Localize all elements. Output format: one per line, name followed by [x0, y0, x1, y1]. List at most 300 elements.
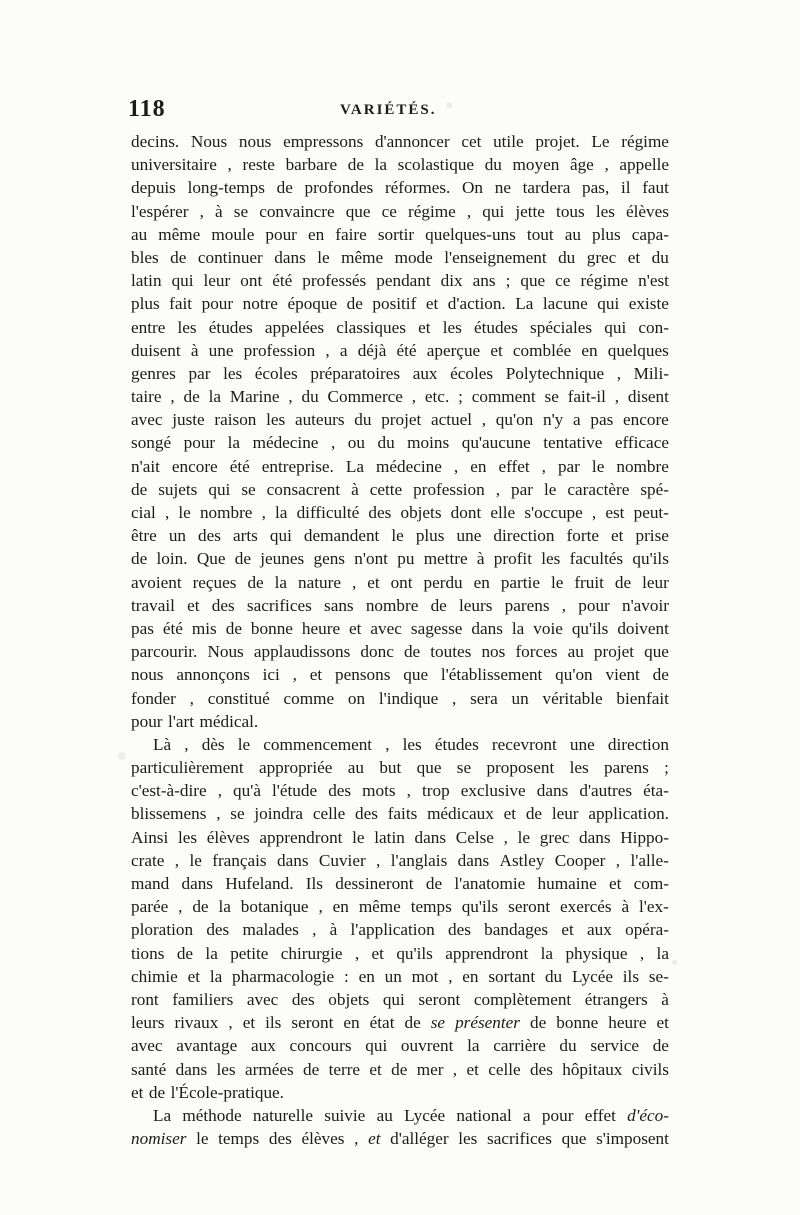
word: qui: [482, 201, 505, 221]
word: du: [484, 155, 502, 175]
word: de: [148, 1082, 166, 1102]
word: en: [470, 456, 487, 476]
word: des: [529, 1059, 553, 1079]
word: dans: [457, 850, 490, 870]
word: parée: [131, 897, 169, 917]
page-number: 118: [128, 96, 166, 122]
word: elle: [490, 503, 516, 522]
word: ,: [495, 479, 501, 499]
word: capa-: [631, 224, 669, 244]
word: à: [661, 989, 669, 1009]
word: l'art: [168, 711, 195, 731]
word: ,: [452, 688, 457, 708]
word: armées: [244, 1059, 294, 1079]
word: en: [332, 897, 349, 917]
word: ;: [458, 387, 463, 407]
word: reste: [242, 155, 275, 175]
word: universitaire: [131, 155, 217, 175]
word: crate: [131, 850, 165, 870]
word: ,: [561, 595, 567, 615]
word: seront: [418, 989, 461, 1009]
word: tentative: [543, 433, 603, 453]
word: en: [462, 966, 479, 986]
text-line: [131, 1034, 669, 1057]
word: dans: [175, 1059, 208, 1079]
word: de: [404, 1013, 421, 1033]
word: préparatoires: [310, 363, 401, 383]
word: d'action.: [447, 294, 506, 314]
word: avantage: [176, 1036, 238, 1056]
word: de: [430, 595, 447, 615]
running-head: [128, 96, 668, 124]
text-line: [131, 617, 669, 640]
word: dans: [414, 827, 447, 847]
word: au: [347, 758, 364, 778]
word: et: [187, 966, 200, 986]
word: les: [177, 827, 198, 847]
word: ,: [216, 804, 221, 824]
word: que: [416, 758, 442, 778]
word: aperçue: [426, 340, 481, 360]
word: opéra-: [625, 920, 669, 940]
word: de: [652, 665, 669, 685]
word: été: [229, 456, 250, 476]
word: spéciales: [530, 317, 593, 337]
text-line: [131, 802, 669, 825]
word: ,: [330, 433, 336, 453]
word: des: [198, 526, 221, 546]
word: s'imposent: [596, 1129, 669, 1149]
text-line: [131, 176, 669, 199]
text-line: [131, 501, 669, 524]
word: de: [403, 642, 421, 662]
word: d'alléger: [390, 1129, 449, 1149]
word: pharmacologie: [232, 966, 335, 986]
word: blissemens: [131, 804, 207, 824]
word: effet: [498, 456, 530, 476]
word: l'anglais: [390, 850, 448, 870]
word: depuis: [131, 178, 176, 198]
word: méthode: [182, 1105, 242, 1125]
word: de: [652, 1036, 669, 1056]
word: consacrent: [266, 479, 341, 499]
word: de: [425, 874, 443, 893]
word: caractère: [567, 479, 630, 499]
word: que: [520, 271, 546, 291]
word: classiques: [336, 317, 406, 337]
word: à: [190, 340, 199, 360]
word: le: [178, 503, 191, 522]
word: fait: [169, 294, 193, 314]
word: à: [329, 920, 338, 940]
word: ,: [453, 456, 459, 476]
word: étrangers: [584, 989, 648, 1009]
word: aux: [412, 363, 438, 383]
word: au: [567, 642, 584, 662]
word: latin: [131, 271, 162, 291]
word: parens: [504, 595, 550, 615]
word: n'y: [542, 410, 564, 430]
word: éta-: [643, 781, 669, 801]
word: qu'on: [495, 410, 534, 430]
word: pendant: [376, 271, 431, 291]
word: en: [581, 340, 598, 360]
word: les: [177, 317, 197, 337]
word: et: [367, 572, 380, 592]
word: en: [307, 224, 325, 244]
word: qu'ils: [396, 943, 433, 963]
word: du: [544, 966, 563, 986]
word: perdu: [423, 572, 463, 592]
word: partie: [500, 572, 540, 592]
word: ,: [385, 734, 390, 754]
word: qu'ils: [571, 618, 609, 638]
word: élèves: [626, 201, 669, 221]
word: disent: [627, 387, 669, 407]
word: aux: [250, 1036, 276, 1056]
text-line: [131, 246, 669, 269]
word: recevront: [491, 734, 557, 754]
word: régime: [621, 132, 669, 151]
word: de: [614, 572, 632, 592]
text-line: [131, 431, 669, 454]
word: tions: [131, 943, 165, 963]
word: pour: [201, 294, 234, 314]
word: ,: [178, 897, 183, 917]
word: ;: [664, 758, 669, 778]
word: qui: [208, 479, 231, 499]
word: qui: [597, 294, 620, 314]
word: avec: [131, 1036, 163, 1056]
word: ,: [228, 1013, 233, 1033]
word: notre: [242, 294, 278, 314]
word: leurs: [131, 1013, 165, 1033]
word: en: [343, 1013, 360, 1033]
word: peut-: [633, 503, 669, 522]
word: facultés: [569, 549, 624, 569]
word: santé: [131, 1059, 167, 1079]
word: les: [266, 410, 286, 430]
word: songé: [131, 433, 172, 453]
word: et: [490, 340, 503, 360]
word: la: [540, 943, 554, 963]
text-line: [131, 269, 669, 292]
word: l'indique: [378, 688, 439, 708]
text-line: [131, 223, 669, 246]
word: sortir: [377, 224, 415, 244]
word: des: [355, 804, 378, 824]
word: la: [467, 1036, 480, 1056]
word: se: [544, 387, 559, 407]
word: même: [158, 224, 201, 244]
word: ne: [494, 178, 511, 198]
word: état: [369, 1013, 395, 1033]
word: et: [561, 920, 574, 940]
word: heure: [608, 1013, 647, 1033]
word: époque: [287, 294, 338, 314]
word: se: [430, 1013, 446, 1033]
word: une: [569, 734, 595, 754]
word: ouvrent: [400, 1036, 454, 1056]
word: petite: [230, 943, 269, 963]
word: du: [377, 433, 395, 453]
word: pour: [578, 595, 610, 615]
text-line: [131, 849, 669, 872]
word: carrière: [493, 1036, 546, 1056]
word: ont: [390, 572, 413, 592]
word: complètement: [473, 989, 572, 1009]
word: ,: [354, 943, 360, 963]
word: en: [473, 572, 490, 592]
word: apprendront: [445, 943, 529, 963]
word: les: [458, 1129, 478, 1149]
word: ici: [262, 665, 280, 685]
word: avec: [246, 989, 279, 1009]
word: rivaux: [174, 1013, 219, 1033]
text-line: [131, 478, 669, 501]
word: que: [345, 201, 371, 221]
word: empressons: [283, 132, 364, 151]
word: barbare: [285, 155, 338, 175]
word: juste: [172, 410, 205, 430]
word: qu'ils: [632, 549, 669, 569]
word: forces: [515, 642, 558, 662]
word: nous: [131, 665, 164, 685]
word: ,: [616, 363, 621, 383]
word: projet.: [535, 132, 580, 151]
word: Cooper: [554, 850, 606, 870]
word: quelques: [607, 340, 669, 360]
word: et: [608, 874, 622, 893]
word: de: [131, 549, 148, 569]
text-line: [131, 756, 669, 779]
word: été: [272, 271, 293, 291]
ink-blot: [446, 102, 452, 108]
word: convaincre: [259, 201, 335, 221]
word: dans: [277, 850, 309, 870]
word: une: [456, 526, 482, 546]
word: celle: [312, 804, 346, 824]
word: pu: [397, 549, 415, 569]
word: moins: [407, 433, 450, 453]
word: Cuvier: [318, 850, 366, 870]
word: les: [402, 734, 422, 754]
word: fruit: [574, 572, 604, 592]
word: long-temps: [187, 178, 265, 198]
word: latin: [374, 827, 405, 847]
word: temps: [218, 1129, 260, 1149]
word: dans: [579, 827, 611, 847]
word: du: [301, 387, 319, 407]
word: le: [517, 827, 531, 847]
word: médecine: [252, 433, 319, 453]
word: profit: [493, 549, 532, 569]
word: chimie: [131, 966, 178, 986]
word: ,: [288, 387, 293, 407]
word: régime: [408, 201, 456, 221]
word: qui: [382, 989, 405, 1009]
word: de: [525, 804, 543, 824]
word: ,: [452, 1059, 458, 1079]
word: qu'à: [233, 781, 261, 801]
word: ,: [639, 943, 645, 963]
text-line: [131, 524, 669, 547]
word: et: [369, 1059, 382, 1079]
word: de: [247, 572, 264, 592]
word: Astley: [499, 850, 545, 870]
word: physique: [565, 943, 628, 963]
word: dans: [181, 874, 213, 893]
word: nos: [481, 642, 506, 662]
word: des: [368, 503, 392, 522]
word: dessineront: [335, 874, 414, 893]
text-line: [131, 200, 669, 223]
word: tout: [526, 224, 554, 244]
word: et: [187, 595, 200, 615]
word: grec: [539, 827, 570, 847]
word: duisent: [131, 340, 181, 360]
word: en: [358, 966, 375, 986]
word: les: [223, 363, 243, 383]
word: le: [543, 479, 557, 499]
word: pour: [541, 1105, 574, 1125]
word: se: [456, 758, 472, 778]
word: ;: [505, 271, 511, 291]
ink-blot: [672, 960, 677, 965]
text-line: [131, 571, 669, 594]
word: et: [371, 943, 384, 963]
word: faire: [335, 224, 367, 244]
word: de: [530, 1013, 547, 1033]
text-line: [131, 385, 669, 408]
word: été: [396, 340, 417, 360]
word: dont: [450, 503, 482, 522]
word: naturelle: [252, 1105, 313, 1125]
word: l'École-pratique.: [170, 1082, 284, 1102]
word: l'enseignement: [444, 247, 547, 267]
word: bienfait: [616, 688, 669, 708]
word: doivent: [617, 618, 669, 638]
word: Hippo-: [620, 827, 669, 847]
word: à: [621, 897, 630, 917]
word: de: [183, 387, 200, 407]
word: un: [511, 688, 529, 708]
word: mer: [416, 1059, 444, 1079]
word: a: [523, 1105, 531, 1125]
word: ,: [318, 897, 323, 917]
word: s'occupe: [524, 503, 583, 522]
text-line: [131, 826, 669, 849]
word: et: [242, 1013, 256, 1033]
word: mettre: [423, 549, 468, 569]
word: et: [503, 804, 517, 824]
word: particulièrement: [131, 758, 244, 778]
word: cet: [461, 132, 482, 151]
word: l'espérer: [131, 201, 189, 221]
word: une: [208, 340, 234, 360]
word: la: [209, 966, 223, 986]
word: bonne: [250, 618, 293, 638]
word: écoles: [254, 363, 298, 383]
word: heure: [301, 618, 341, 638]
word: projet: [593, 642, 634, 662]
word: entre: [131, 317, 166, 337]
body-text: [131, 130, 669, 1150]
word: plus: [415, 526, 445, 546]
word: que: [561, 1129, 587, 1149]
word: ,: [481, 410, 487, 430]
word: efficace: [614, 433, 669, 453]
text-line: [131, 594, 669, 617]
word: les: [541, 549, 561, 569]
word: voie: [533, 618, 563, 638]
word: pas: [131, 618, 154, 638]
word: La: [153, 1105, 172, 1125]
word: la: [205, 943, 218, 963]
word: au: [131, 224, 148, 244]
word: qu'on: [555, 665, 593, 685]
word: arts: [233, 526, 258, 546]
word: tardera: [522, 178, 571, 198]
word: genres: [131, 363, 176, 383]
word: par: [557, 456, 580, 476]
word: professés: [302, 271, 367, 291]
word: leurs: [459, 595, 493, 615]
word: raison: [214, 410, 257, 430]
word: ont: [240, 271, 263, 291]
word: but: [379, 758, 402, 778]
word: de: [346, 294, 363, 314]
word: direction: [493, 526, 555, 546]
word: de: [234, 549, 251, 569]
word: et: [349, 618, 362, 638]
word: aux: [587, 920, 612, 940]
word: se: [241, 479, 256, 499]
word: nature: [298, 572, 341, 592]
word: mot: [411, 966, 439, 986]
word: nombre: [199, 503, 253, 522]
word: applaudissons: [253, 642, 351, 662]
word: élèves: [206, 827, 250, 847]
text-line: [131, 1081, 669, 1104]
word: des: [206, 920, 230, 940]
word: a: [573, 410, 581, 430]
word: ,: [376, 850, 381, 870]
word: de: [391, 1059, 408, 1079]
word: faits: [387, 804, 418, 824]
word: entreprise.: [261, 456, 334, 476]
word: tous: [556, 201, 585, 221]
word: utile: [493, 132, 524, 151]
word: prise: [635, 526, 669, 546]
word: ,: [189, 688, 194, 708]
word: parcourir.: [131, 642, 198, 662]
word: été: [162, 618, 183, 638]
word: médicaux: [427, 804, 494, 824]
word: il: [620, 178, 631, 198]
word: du: [651, 247, 669, 267]
word: jette: [515, 201, 545, 221]
word: la: [374, 155, 388, 175]
word: lacune: [542, 294, 588, 314]
word: On: [462, 178, 484, 198]
word: l'ex-: [639, 897, 669, 917]
word: ploration: [131, 920, 194, 940]
word: comme: [283, 688, 335, 708]
word: actuel: [431, 410, 473, 430]
word: présenter: [455, 1013, 520, 1033]
word: et: [425, 294, 439, 314]
